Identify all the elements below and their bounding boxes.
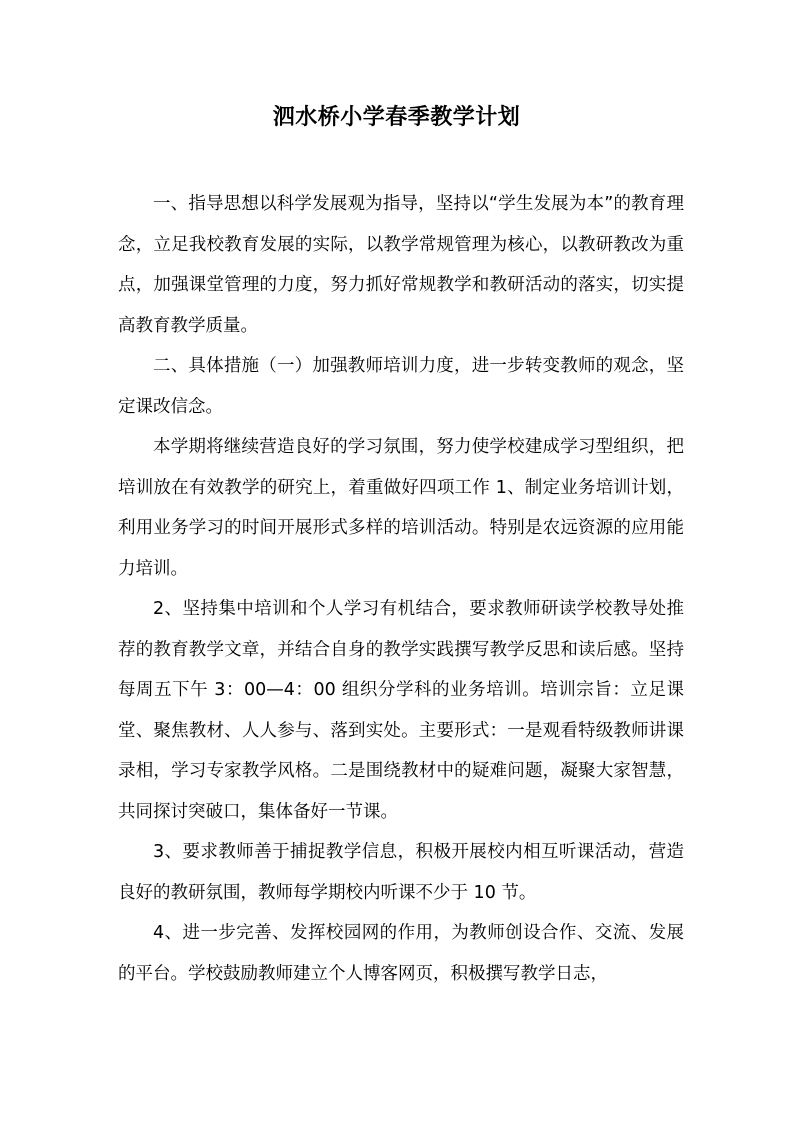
paragraph-specific-measures: 二、具体措施（一）加强教师培训力度，进一步转变教师的观念，坚定课改信念。 [118, 356, 684, 417]
paragraph-guiding-ideology: 一、指导思想以科学发展观为指导，坚持以“学生发展为本”的教育理念，立足我校教育发展的实际，以教学常规管理为核心，以教研教改为重点，加强课堂管理的力度，努力抓好常规教学和教研活动的落实，切实提高教育教学质量。 [118, 194, 684, 336]
paragraph-item-3: 3、要求教师善于捕捉教学信息，积极开展校内相互听课活动，营造良好的教研氛围，教师每学期校内听课不少于 10 节。 [118, 842, 684, 903]
paragraph-training-plan: 本学期将继续营造良好的学习氛围，努力使学校建成学习型组织，把培训放在有效教学的研究上，着重做好四项工作 1、制定业务培训计划，利用业务学习的时间开展形式多样的培训活动。特别是农远资源的应用能力培训。 [118, 437, 684, 579]
document-body [118, 184, 684, 994]
paragraph-item-4: 4、进一步完善、发挥校园网的作用，为教师创设合作、交流、发展的平台。学校鼓励教师建立个人博客网页，积极撰写教学日志， [118, 923, 684, 984]
paragraph-item-2: 2、坚持集中培训和个人学习有机结合，要求教师研读学校教导处推荐的教育教学文章，并结合自身的教学实践撰写教学反思和读后感。坚持每周五下午 3：00—4：00 组织分学科的业务培训。培训宗旨：立足课堂、聚焦教材、人人参与、落到实处。主要形式：一是观看特级教师讲课录相，学习专家教学风格。二是围绕教材中的疑难问题，凝聚大家智慧，共同探讨突破口，集体备好一节课。 [118, 599, 684, 822]
document-title: 泗水桥小学春季教学计划 [272, 105, 521, 130]
